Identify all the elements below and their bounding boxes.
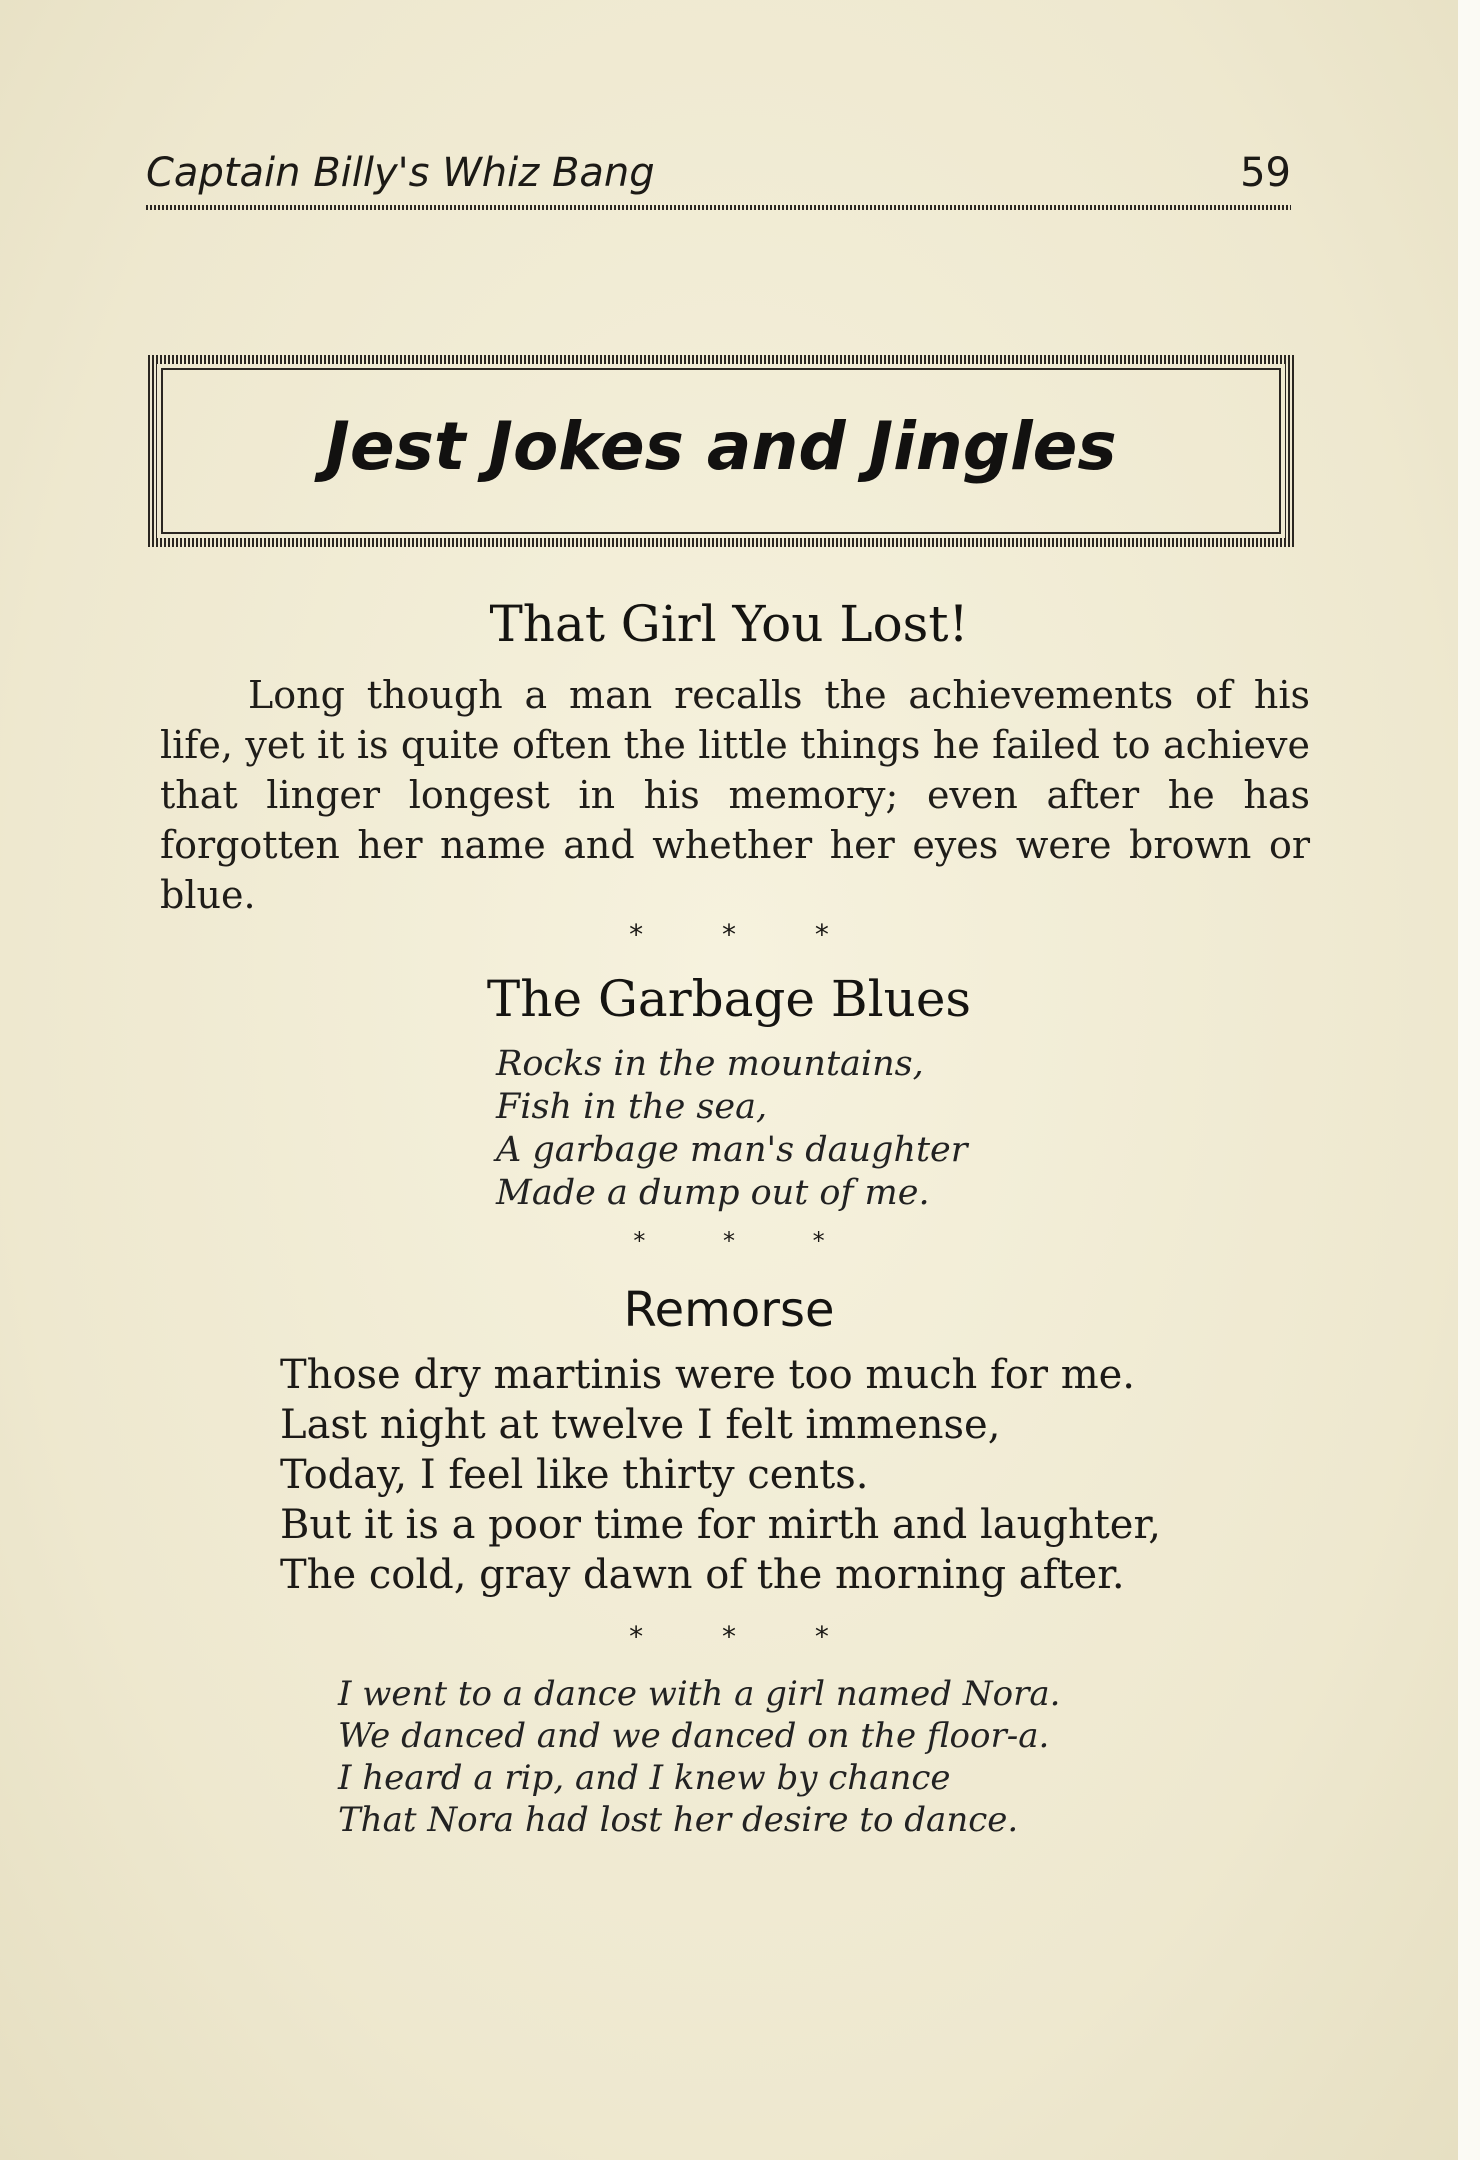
verse-line: But it is a poor time for mirth and laughter, — [280, 1502, 1161, 1548]
separator-stars: * * * — [629, 1620, 829, 1653]
verse-line: We danced and we danced on the floor-a. — [338, 1716, 1050, 1756]
verse-line: Today, I feel like thirty cents. — [280, 1452, 869, 1498]
verse-line: I heard a rip, and I knew by chance — [338, 1758, 951, 1798]
heading-that-girl-you-lost: That Girl You Lost! — [489, 595, 969, 653]
separator-stars: * * * — [629, 918, 829, 951]
verse-line: Made a dump out of me. — [496, 1173, 930, 1213]
running-head — [146, 150, 1291, 210]
verse-nora — [338, 1673, 1060, 1841]
verse-line: The cold, gray dawn of the morning after. — [280, 1552, 1125, 1598]
header-rule — [146, 205, 1291, 210]
verse-line: Rocks in the mountains, — [496, 1044, 924, 1084]
verse-line: Last night at twelve I felt immense, — [280, 1402, 1001, 1448]
verse-remorse — [280, 1350, 1161, 1600]
heading-garbage-blues: The Garbage Blues — [486, 970, 972, 1028]
page-number: 59 — [1240, 150, 1291, 196]
verse-line: That Nora had lost her desire to dance. — [338, 1800, 1019, 1840]
running-title: Captain Billy's Whiz Bang — [146, 150, 655, 196]
separator-stars: * * * — [633, 1227, 825, 1255]
verse-garbage-blues — [496, 1043, 968, 1215]
banner-title: Jest Jokes and Jingles — [325, 408, 1117, 485]
page-edge — [1458, 0, 1480, 2160]
verse-line: Those dry martinis were too much for me. — [280, 1352, 1136, 1398]
verse-line: A garbage man's daughter — [496, 1130, 968, 1170]
section-banner — [148, 355, 1294, 547]
prose-that-girl-you-lost: Long though a man recalls the achievements of his life, yet it is quite often the little things he failed to achieve that linger longest in his memory; even after he has forgotten her name and whether her eyes were brown or blue. — [160, 673, 1310, 917]
heading-remorse: Remorse — [623, 1282, 835, 1338]
verse-line: Fish in the sea, — [496, 1087, 768, 1127]
verse-line: I went to a dance with a girl named Nora. — [338, 1674, 1061, 1714]
